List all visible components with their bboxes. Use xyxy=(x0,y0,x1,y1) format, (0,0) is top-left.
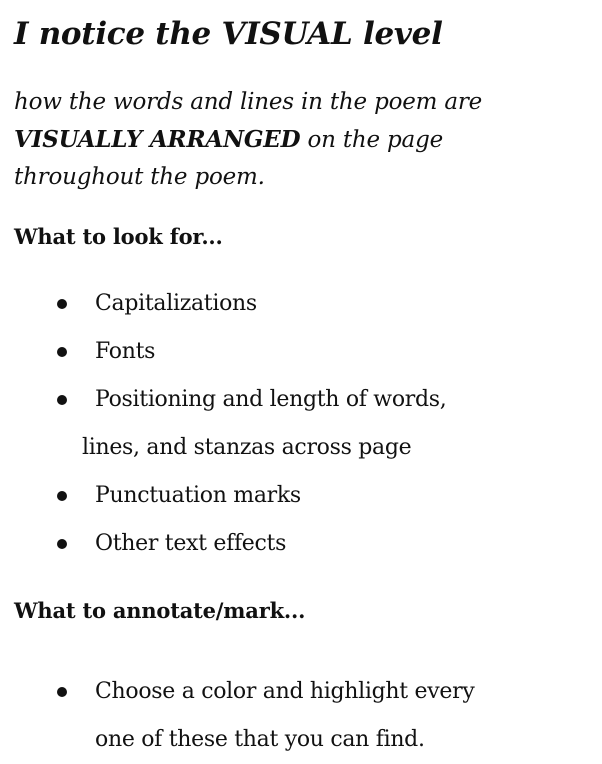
level-description xyxy=(14,84,584,196)
list-item xyxy=(0,328,602,376)
description-line-3: throughout the poem. xyxy=(14,164,265,190)
page-title: I notice the VISUAL level xyxy=(14,16,443,52)
description-line-1: how the words and lines in the poem are xyxy=(14,89,483,115)
annotate-heading: What to annotate/mark... xyxy=(14,598,306,623)
look-for-list xyxy=(0,280,602,568)
list-item-text: Punctuation marks xyxy=(95,483,301,508)
list-item-text-continued: lines, and stanzas across page xyxy=(82,435,412,460)
list-item xyxy=(0,668,602,764)
bullet-icon xyxy=(57,347,67,357)
list-item-text: Other text effects xyxy=(95,531,287,556)
bullet-icon xyxy=(57,491,67,501)
list-item-text-continued: one of these that you can find. xyxy=(95,727,425,752)
list-item xyxy=(0,520,602,568)
bullet-icon xyxy=(57,299,67,309)
description-line-2-rest: on the page xyxy=(300,127,444,153)
bullet-icon xyxy=(57,539,67,549)
bullet-icon xyxy=(57,687,67,697)
list-item xyxy=(0,472,602,520)
list-item-text: Fonts xyxy=(95,339,156,364)
list-item-text: Choose a color and highlight every xyxy=(95,679,475,704)
bullet-icon xyxy=(57,395,67,405)
look-for-heading: What to look for... xyxy=(14,224,223,249)
list-item xyxy=(0,280,602,328)
list-item xyxy=(0,376,602,472)
list-item-text: Capitalizations xyxy=(95,291,257,316)
description-emphasis: VISUALLY ARRANGED xyxy=(14,126,301,153)
list-item-text: Positioning and length of words, xyxy=(95,387,447,412)
annotate-list xyxy=(0,668,602,764)
